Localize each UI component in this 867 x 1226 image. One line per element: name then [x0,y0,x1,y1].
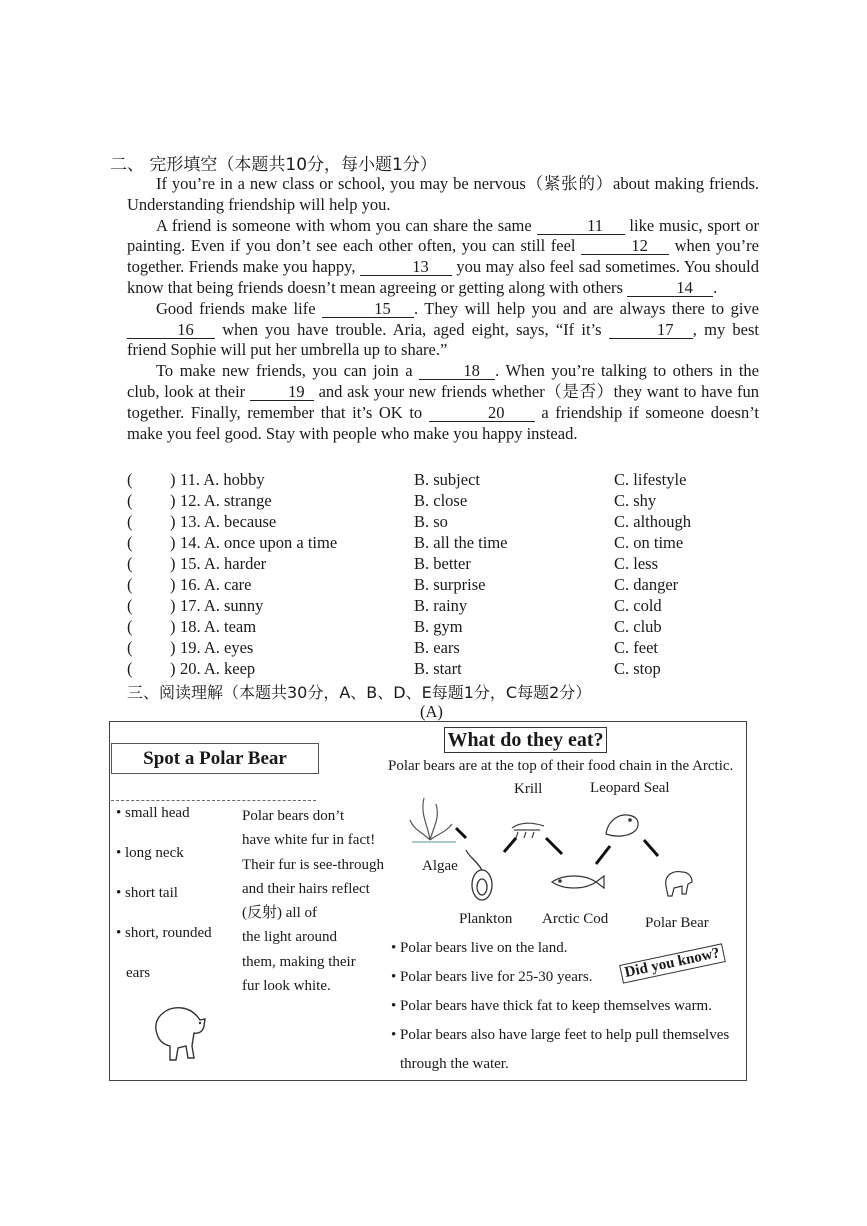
answer-paren-close: ) [170,470,176,489]
p3-text-b: . They will help you and are always there to give [413,298,759,318]
fact-line: (反射) all of [242,905,317,922]
polar-bear-sketch-icon [148,1000,208,1062]
fact-bullet-4-cont: through the water. [400,1056,509,1072]
p2-text-c: like music, sport or painting. Even if you don’t see each other often, you can still feel [127,215,759,256]
option-row-20 [127,659,767,680]
option-a: 14. A. once upon a time [180,533,338,552]
leopard-seal-icon [606,815,638,836]
option-b: B. surprise [414,575,486,594]
option-a: 13. A. because [180,512,277,531]
polar-bear-icon [666,872,692,896]
paragraph-1: If you’re in a new class or school, you may be nervous（紧张的）about making friends. Understanding friendship will help you. [127,174,759,214]
cloze-passage [127,174,759,444]
option-c: C. shy [614,491,657,510]
feature-4: • short, rounded [116,925,212,941]
option-c: C. stop [614,659,661,678]
option-b: B. subject [414,470,480,489]
feature-1: • small head [116,805,190,821]
p4-text-d: a friendship if someone doesn’t make you feel good. Stay with people who make you happy instead. [127,402,760,443]
p3-text-c: when you have trouble. Aria, aged eight, says, “If it’s [215,319,609,339]
option-c: C. although [614,512,691,531]
fact-bullet-3: • Polar bears have thick fat to keep themselves warm. [391,998,712,1014]
answer-paren-close: ) [170,575,176,594]
blank-19[interactable]: 19 [250,384,314,401]
arrow-icon [596,846,610,864]
blank-17[interactable]: 17 [609,322,693,339]
option-a: 20. A. keep [180,659,256,678]
option-b: B. all the time [414,533,508,552]
option-a: 16. A. care [180,575,252,594]
p3-text-d: , my best friend Sophie will put her umbrella up to share.” [127,319,759,360]
label-cod: Arctic Cod [542,911,609,927]
answer-paren-open[interactable]: ( [127,617,133,636]
option-c: C. on time [614,533,684,552]
food-chain-text: Polar bears are at the top of their food chain in the Arctic. [388,758,734,774]
option-row-13 [127,512,767,533]
feature-4-cont: ears [126,965,151,981]
fact-line: Polar bears don’t [242,808,345,824]
fact-line: and their hairs reflect [242,880,370,897]
option-row-12 [127,491,767,512]
option-c: C. club [614,617,662,636]
part-label: (A) [420,702,443,721]
food-chain-diagram [400,790,720,915]
fact-line: them, making their [242,953,356,970]
blank-15[interactable]: 15 [322,301,414,318]
answer-paren-open[interactable]: ( [127,659,133,678]
option-row-15 [127,554,767,575]
blank-20[interactable]: 20 [429,405,535,422]
answer-paren-close: ) [170,638,176,657]
option-a: 15. A. harder [180,554,267,573]
fur-fact [242,804,387,998]
answer-paren-open[interactable]: ( [127,470,133,489]
option-b: B. so [414,512,448,531]
p4-text-a: To make new friends, you can join a [156,361,420,381]
label-krill: Krill [514,781,543,797]
fact-line: the light around [242,929,337,946]
fact-line: have white fur in fact! [242,832,376,849]
cod-icon [552,876,604,888]
option-b: B. better [414,554,471,573]
answer-paren-open[interactable]: ( [127,638,133,657]
option-row-14 [127,533,767,554]
blank-14[interactable]: 14 [627,280,713,297]
feature-3: • short tail [116,885,178,901]
answer-paren-close: ) [170,491,176,510]
label-plankton: Plankton [459,911,513,927]
option-a: 17. A. sunny [180,596,264,615]
section-3-title: 三、阅读理解（本题共30分，A、B、D、E每题1分，C每题2分） [127,683,592,702]
blank-13[interactable]: 13 [360,259,452,276]
plankton-icon [466,850,492,900]
dashed-divider [111,800,316,801]
option-row-18 [127,617,767,638]
what-title: What do they eat? [444,727,607,753]
p2-text-f: . [713,277,718,297]
option-c: C. less [614,554,659,573]
paragraph-2 [127,216,759,299]
answer-paren-open[interactable]: ( [127,575,133,594]
spot-title: Spot a Polar Bear [111,743,319,774]
arrow-icon [644,840,658,856]
arrow-icon [546,838,562,854]
algae-icon [410,798,456,842]
option-c: C. danger [614,575,679,594]
blank-16[interactable]: 16 [127,322,215,339]
did-you-know-badge: Did you know? [619,943,725,983]
p2-text-d: when you’re together. Friends make you happy, [127,236,759,277]
paragraph-4 [127,361,759,444]
option-row-16 [127,575,767,596]
option-b: B. rainy [414,596,468,615]
option-c: C. lifestyle [614,470,687,489]
fact-bullet-4: • Polar bears also have large feet to help pull themselves [391,1027,730,1043]
answer-paren-open[interactable]: ( [127,596,133,615]
answer-paren-close: ) [170,659,176,678]
option-c: C. feet [614,638,658,657]
option-a: 12. A. strange [180,491,272,510]
option-b: B. close [414,491,468,510]
label-seal: Leopard Seal [590,780,670,796]
fact-line: fur look white. [242,978,331,995]
arrow-icon [504,838,516,852]
p3-text-a: Good friends make life [156,298,322,318]
section-2-title: 二、 完形填空（本题共10分，每小题1分） [110,155,437,175]
option-row-19 [127,638,767,659]
answer-paren-open[interactable]: ( [127,533,133,552]
p4-text-b: . When you’re talking to others in the club, look at their [127,361,760,401]
option-b: B. start [414,659,462,678]
answer-paren-close: ) [170,512,176,531]
blank-11[interactable]: 11 [537,218,625,235]
fact-line: Their fur is see-through [242,856,385,873]
paragraph-3 [127,299,759,361]
answer-paren-open[interactable]: ( [127,491,133,510]
fact-bullet-2: • Polar bears live for 25-30 years. [391,969,593,985]
option-a: 19. A. eyes [180,638,254,657]
option-row-11 [127,470,767,491]
answer-paren-close: ) [170,617,176,636]
p2-text-e: you may also feel sad sometimes. You should know that being friends doesn’t mean agreeing or getting along with others [127,257,759,297]
answer-paren-close: ) [170,554,176,573]
option-a: 11. A. hobby [180,470,265,489]
blank-12[interactable]: 12 [581,238,669,255]
option-row-17 [127,596,767,617]
p2-text-a: A friend is someone with whom you can share the same [156,215,537,235]
label-algae: Algae [422,858,458,874]
answer-paren-close: ) [170,596,176,615]
p4-text-c: and ask your new friends whether（是否）they want to have fun together. Finally, remember that it’s OK to [127,381,760,422]
answer-paren-open[interactable]: ( [127,554,133,573]
blank-18[interactable]: 18 [419,363,495,380]
option-b: B. ears [414,638,460,657]
label-polar-bear: Polar Bear [645,915,709,931]
option-a: 18. A. team [180,617,257,636]
feature-2: • long neck [116,845,184,861]
answer-paren-open[interactable]: ( [127,512,133,531]
fact-bullet-1: • Polar bears live on the land. [391,940,568,956]
arrow-icon [456,828,466,838]
krill-icon [512,823,544,838]
option-b: B. gym [414,617,463,636]
option-c: C. cold [614,596,662,615]
answer-paren-close: ) [170,533,176,552]
